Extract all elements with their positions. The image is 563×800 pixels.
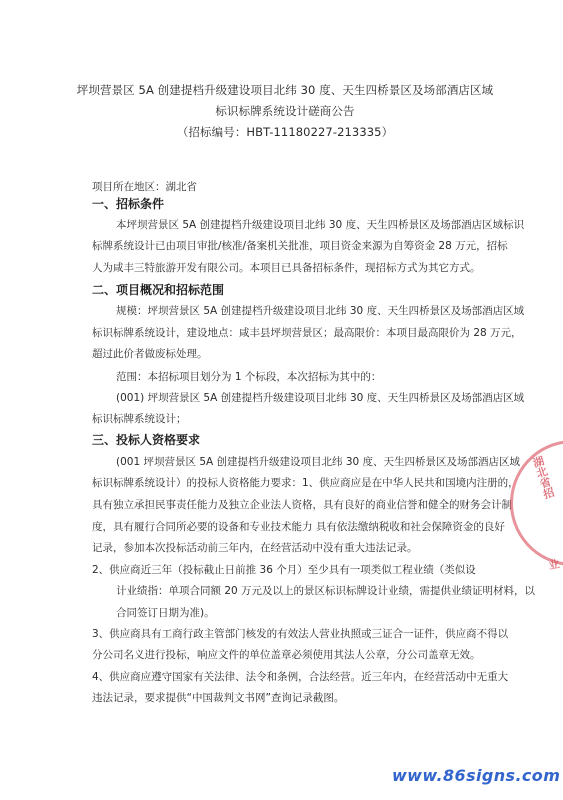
title-line-1: 坪坝营景区 5A 创建提档升级建设项目北纬 30 度、天生四桥景区及场部酒店区域: [76, 83, 494, 97]
project-location: 项目所在地区：湖北省: [92, 181, 197, 193]
s1-line-1: 本坪坝营景区 5A 创建提档升级建设项目北纬 30 度、天生四桥景区及场部酒店区域标识: [116, 219, 525, 231]
s3-line-8: 合同签订日期为准)。: [116, 607, 215, 619]
site-watermark: www.86signs.com: [392, 766, 561, 785]
s3-line-1: (001 坪坝营景区 5A 创建提档升级建设项目北纬 30 度、天生四桥景区及场部酒店区域: [116, 456, 521, 468]
section-heading-2: 二、项目概况和招标范围: [92, 283, 225, 297]
s2-line-6: 标识标牌系统设计；: [92, 413, 187, 425]
section-heading-3: 三、投标人资格要求: [92, 433, 201, 447]
s3-line-10: 分公司名义进行投标，响应文件的单位盖章必须使用其法人公章，分公司盖章无效。: [92, 649, 481, 661]
s3-line-3: 具有独立承担民事责任能力及独立企业法人资格，具有良好的商业信誉和健全的财务会计制: [92, 499, 512, 511]
s2-line-4: 范围：本招标项目划分为 1 个标段，本次招标为其中的：: [116, 371, 382, 383]
s2-line-3: 超过此价者做废标处理。: [92, 348, 208, 360]
s3-line-11: 4、供应商应遵守国家有关法律、法令和条例，合法经营。近三年内，在经营活动中无重大: [92, 671, 509, 683]
s3-line-7: 计业绩指：单项合同额 20 万元及以上的景区标识标牌设计业绩，需提供业绩证明材料，以: [116, 585, 536, 597]
s3-line-5: 记录，参加本次投标活动前三年内，在经营活动中没有重大违法记录。: [92, 542, 418, 554]
seal-text-bottom: 业: [546, 557, 561, 571]
s2-line-2: 标识标牌系统设计，建设地点：咸丰县坪坝营景区；最高限价：本项目最高限价为 28 万元，: [92, 327, 522, 339]
s3-line-2: 标识标牌系统设计）的投标人资格能力要求：1、供应商应是在中华人民共和国境内注册的，: [92, 477, 519, 489]
section-heading-1: 一、招标条件: [92, 197, 165, 211]
s1-line-2: 标牌系统设计已由项目审批/核准/备案机关批准，项目资金来源为自筹资金 28 万元，招标: [92, 240, 508, 252]
tender-number: （招标编号：HBT-11180227-213335）: [176, 125, 394, 139]
seal-text-top: 湖北省招: [530, 454, 557, 501]
announcement-title: [60, 80, 510, 143]
s3-line-6: 2、供应商近三年（投标截止日前推 36 个月）至少具有一项类似工程业绩（类似设: [92, 564, 476, 576]
s2-line-1: 规模：坪坝营景区 5A 创建提档升级建设项目北纬 30 度、天生四桥景区及场部酒店区域: [116, 305, 525, 317]
s2-line-5: (001) 坪坝营景区 5A 创建提档升级建设项目北纬 30 度、天生四桥景区及场部酒店区域: [116, 392, 525, 404]
s1-line-3: 人为咸丰三特旅游开发有限公司。本项目已具备招标条件，现招标方式为其它方式。: [92, 262, 481, 274]
s3-line-12: 违法记录，要求提供“中国裁判文书网”查询记录截图。: [92, 692, 345, 704]
title-line-2: 标识标牌系统设计磋商公告: [215, 104, 355, 118]
s3-line-9: 3、供应商具有工商行政主管部门核发的有效法人营业执照或三证合一证件，供应商不得以: [92, 628, 509, 640]
s3-line-4: 度，具有履行合同所必要的设备和专业技术能力 具有依法缴纳税收和社会保障资金的良好: [92, 521, 505, 533]
